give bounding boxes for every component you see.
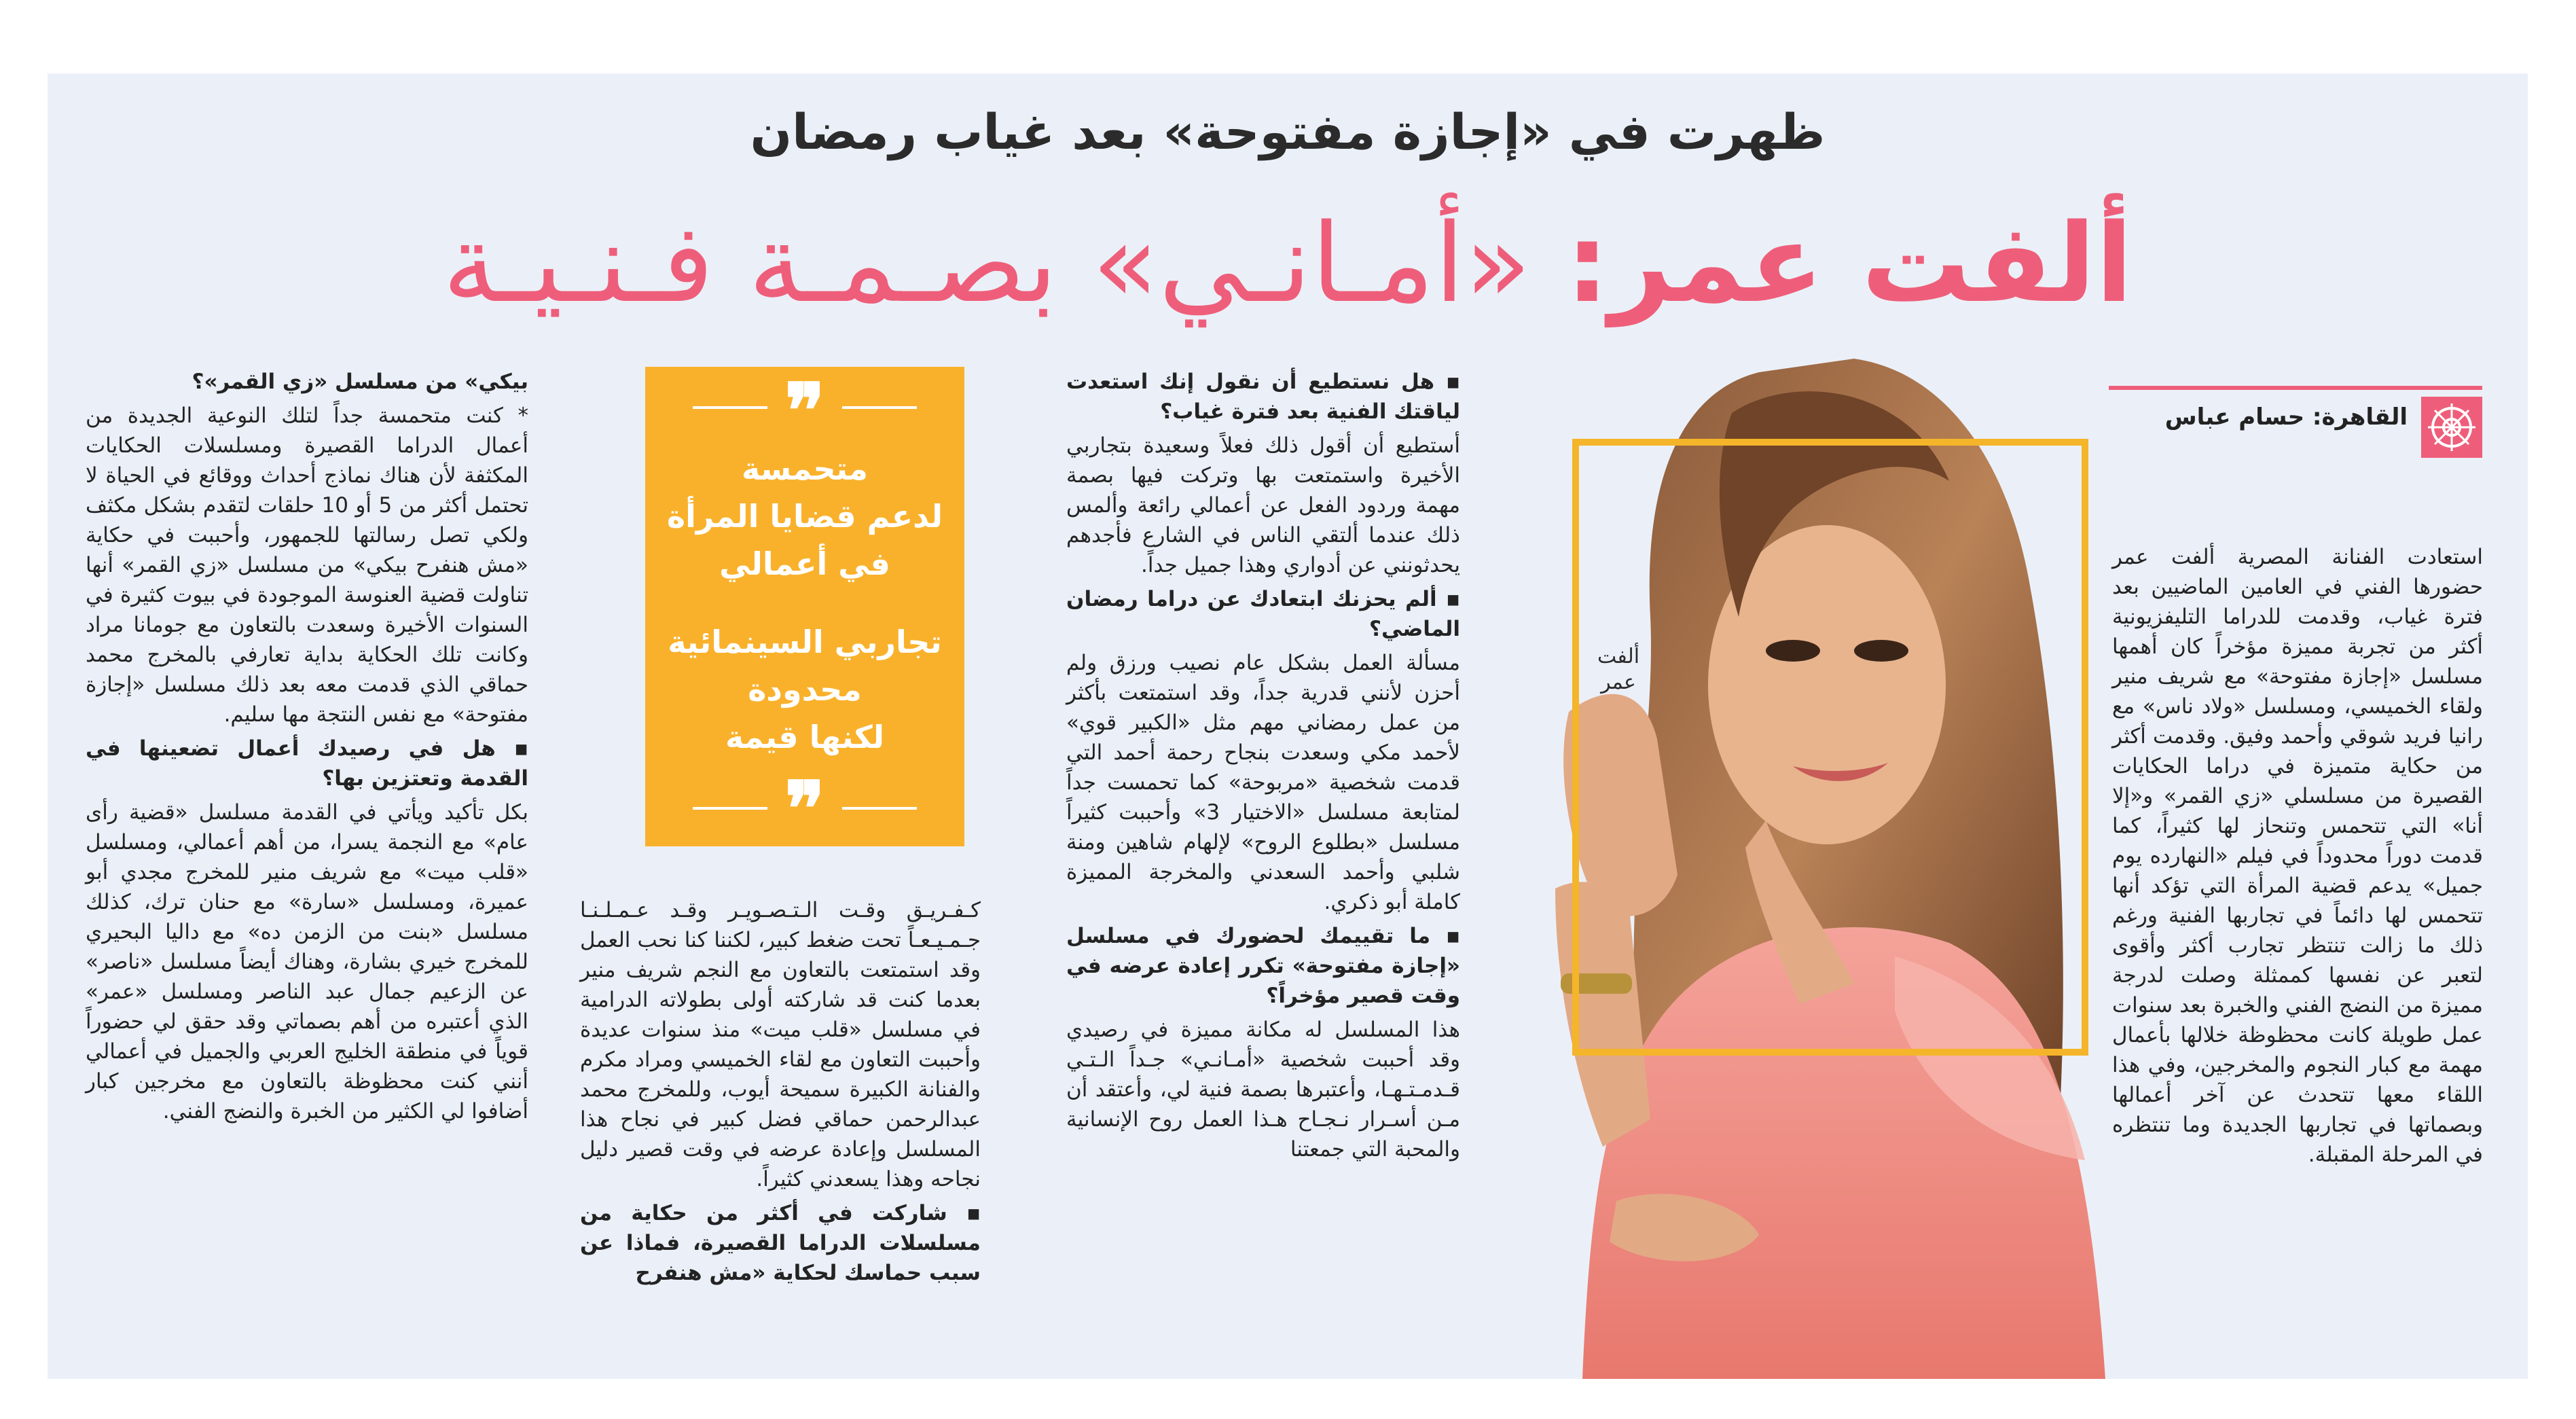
headline-name: ألفت عمر: [1565, 200, 2133, 327]
byline-text: القاهرة: حسام عباس [2164, 403, 2408, 431]
intro-paragraph: استعادت الفنانة المصرية ألفت عمر حضورها الفني في العامين الماضيين بعد فترة غياب، وقدمت للدراما التليفزيونية أكثر من تجربة مميزة مؤخراً كان أهمها مسلسل «إجازة مفتوحة» مع شريف منير ولقاء الخميسي، ومسلسل «ولاد ناس» مع رانيا فريد شوقي وأحمد وفيق. وقدمت أكثر من حكاية متميزة في دراما الحكايات القصيرة من مسلسلي «زي القمر» و«إلا أنا» التي تتحمس وتنحاز لها كثيراً، كما قدمت دوراً محدوداً في فيلم «النهارده يوم جميل» يدعم قضية المرأة التي تؤكد أنها تتحمس لها دائماً في تجاربها الفنية ورغم ذلك ما زالت تنتظر تجارب أكثر وأقوى لتعبر عن نفسها كممثلة وصلت لدرجة مميزة من النضج الفني والخبرة بعد سنوات عمل طويلة كانت محظوظة خلالها بأعمال مهمة مع كبار النجوم والمخرجين، وفي هذا اللقاء معها تتحدث عن آخر أعمالها وبصماتها في تجاربها الجديدة وما تنتظره في المرحلة المقبلة. [2112, 545, 2483, 1167]
byline [2109, 386, 2482, 431]
interview-answer: مسألة العمل بشكل عام نصيب ورزق ولم أحزن لأنني قدرية جداً، وقد استمتعت بأكثر من عمل رمضاني مهم مثل «الكبير قوي» لأحمد مكي وسعدت بنجاح رحمة أحمد التي قدمت شخصية «مربوحة» كما تحمست جداً لمتابعة مسلسل «الاختيار 3» وأحببت كثيراً مسلسل «بطلوع الروح» لإلهام شاهين ومنة شلبي وأحمد السعدني والمخرجة المميزة كاملة أبو ذكري. [1066, 651, 1460, 914]
pull-quote-text-2 [659, 618, 951, 761]
pull-quote-line: في أعمالي [719, 545, 890, 582]
interview-question: بيكي» من مسلسل «زي القمر»؟ [192, 370, 528, 394]
headline-rest: «أمـانـي» بصـمـة فـنـيـة [442, 200, 1531, 327]
article-page [48, 73, 2528, 1379]
photo-frame [1572, 439, 2088, 1056]
interview-answer: أستطيع أن أقول ذلك فعلاً وسعيدة بتجاربي الأخيرة واستمتعت بها وتركت فيها بصمة مهمة وردود الفعل عن أعمالي رائعة وألمس ذلك عندما ألتقي الناس في الشارع فأجدهم يحدثونني عن أدواري وهذا جميل جداً. [1066, 433, 1460, 577]
pull-quote-line: لدعم قضايا المرأة [666, 498, 943, 535]
interview-answer: * كنت متحمسة جداً لتلك النوعية الجديدة من أعمال الدراما القصيرة ومسلسلات الحكايات المكثفة لأن هناك نماذج أحداث ووقائع في الحياة لا تحتمل أكثر من 5 أو 10 حلقات لتقدم بشكل مكثف ولكي تصل رسالتها للجمهور، وأحببت في حكاية «مش هنفرح بيكي» من مسلسل «زي القمر» أنها تناولت قضية العنوسة الموجودة في بيوت كثيرة في السنوات الأخيرة وسعدت بالتعاون مع جومانا مراد وكانت تلك الحكاية بداية تعارفي بالمخرج محمد حماقي الذي قدمت معه بعد ذلك مسلسل «إجازة مفتوحة» مع نفس النتجة مها سليم. [86, 403, 528, 727]
pull-quote-box [645, 367, 964, 852]
interview-question: ▪ ألم يحزنك ابتعادك عن دراما رمضان الماضي؟ [1066, 587, 1460, 641]
photo-caption-line: ألفت [1597, 645, 1640, 668]
interview-question: ▪ هل في رصيدك أعمال تضعينها في القدمة وتعتزين بها؟ [86, 736, 528, 791]
publication-logo-icon [2421, 397, 2482, 458]
photo-caption [1581, 644, 1656, 696]
interview-answer: كـفـريـق وقـت الـتـصـويـر وقـد عـمـلـنـا جـمـيـعـاً تحت ضغط كبير، لكننا كنا نحب العمل وقد استمتعت بالتعاون مع النجم شريف منير بعدما كنت قد شاركته أولى بطولاته الدرامية في مسلسل «قلب ميت» منذ سنوات عديدة وأحببت التعاون مع لقاء الخميسي ومراد مكرم والفنانة الكبيرة سميحة أيوب، وللمخرج محمد عبدالرحمن حماقي فضل كبير في نجاح هذا المسلسل وإعادة عرضه في وقت قصير دليل نجاحه وهذا يسعدني كثيراً. [580, 898, 981, 1191]
quote-close-icon: ❞ [784, 765, 825, 852]
interview-question: ▪ ما تقييمك لحضورك في مسلسل «إجازة مفتوحة» تكرر إعادة عرضه في وقت قصير مؤخراً؟ [1066, 924, 1460, 1008]
interview-question: ▪ شاركت في أكثر من حكاية من مسلسلات الدراما القصيرة، فماذا عن سبب حماسك لحكاية «مش هنفرح [580, 1201, 981, 1285]
quote-open-icon: ❞ [784, 367, 825, 454]
pull-quote-line: محدودة [748, 671, 862, 708]
article-headline [48, 200, 2528, 327]
article-column-3 [580, 895, 981, 1292]
photo-caption-line: عمر [1601, 670, 1636, 694]
pull-quote-line: تجاربي السينمائية [668, 624, 942, 660]
pull-quote-line: لكنها قيمة [725, 719, 885, 755]
intro-column [2112, 542, 2483, 1174]
pull-quote-line: متحمسة [742, 450, 868, 487]
article-subtitle: ظهرت في «إجازة مفتوحة» بعد غياب رمضان [750, 103, 1826, 160]
article-column-4 [86, 367, 528, 1130]
interview-answer: هذا المسلسل له مكانة مميزة في رصيدي وقد أحببت شخصية «أمـانـي» جـداً الـتـي قـدمـتـهـا، وأعتبرها بصمة فنية لي، وأعتقد أن مـن أسـرار نـجـاح هـذا العمل روح الإنسانية والمحبة التي جمعتنا [1066, 1018, 1460, 1162]
pull-quote-text-1 [659, 445, 951, 588]
interview-question: ▪ هل نستطيع أن نقول إنك استعدت لياقتك الفنية بعد فترة غياب؟ [1066, 370, 1460, 424]
article-column-2 [1066, 367, 1460, 1168]
interview-answer: بكل تأكيد ويأتي في القدمة مسلسل «قضية رأى عام» مع النجمة يسرا، من أهم أعمالي، ومسلسل «قلب ميت» مع شريف منير للمخرج مجدي أبو عميرة، ومسلسل «سارة» مع حنان ترك، كذلك مسلسل «بنت من الزمن ده» مع داليا البحيري للمخرج خيري بشارة، وهناك أيضاً مسلسل «ناصر» عن الزعيم جمال عبد الناصر ومسلسل «عمر» الذي أعتبره من أهم بصماتي وقد حقق لي حضوراً قوياً في منطقة الخليج العربي والجميل في أعمالي أنني كنت محظوظة بالتعاون مع مخرجين كبار أضافوا لي الكثير من الخبرة والنضج الفني. [86, 800, 528, 1124]
